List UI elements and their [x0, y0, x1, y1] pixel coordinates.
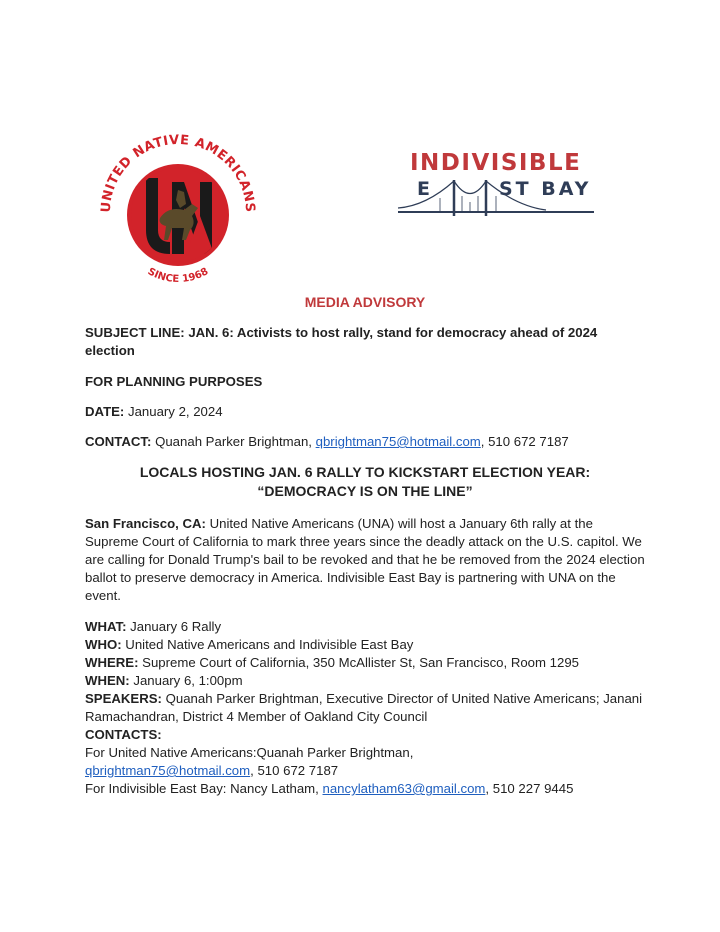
who-line	[85, 636, 645, 654]
subject-line	[85, 324, 645, 360]
advisory-document	[85, 293, 645, 798]
when-value: January 6, 1:00pm	[133, 673, 243, 688]
indivisible-logo-title: INDIVISIBLE	[410, 150, 582, 176]
subject-label: SUBJECT LINE:	[85, 325, 185, 340]
east-bay-logo-line	[396, 176, 596, 220]
when-label: WHEN:	[85, 673, 130, 688]
body-paragraph	[85, 515, 645, 605]
speakers-value: Quanah Parker Brightman, Executive Director of United Native Americans; Janani Ramachandran, District 4 Member of Oakland City Council	[85, 691, 643, 724]
east-bay-logo-st-bay: ST BAY	[499, 178, 592, 200]
speakers-label: SPEAKERS:	[85, 691, 162, 706]
date-line	[85, 403, 645, 421]
contacts-label: CONTACTS:	[85, 727, 162, 742]
headline-line-2: “DEMOCRACY IS ON THE LINE”	[257, 483, 473, 499]
what-value: January 6 Rally	[130, 619, 222, 634]
when-line	[85, 672, 645, 690]
east-bay-logo-e: E	[417, 178, 430, 200]
una-contact-email-line	[85, 762, 645, 780]
una-logo	[88, 120, 268, 290]
contact-phone: , 510 672 7187	[480, 434, 569, 449]
ieb-contact-text: For Indivisible East Bay: Nancy Latham,	[85, 781, 319, 796]
subject-text: JAN. 6: Activists to host rally, stand for democracy ahead of 2024 election	[85, 325, 598, 358]
una-since-text: SINCE 1968	[145, 266, 211, 286]
contact-name: Quanah Parker Brightman,	[155, 434, 312, 449]
headline	[85, 463, 645, 501]
where-line	[85, 654, 645, 672]
una-contact-text: For United Native Americans:Quanah Parker Brightman,	[85, 745, 414, 760]
contact-line	[85, 433, 645, 451]
contact-label: CONTACT:	[85, 434, 152, 449]
what-label: WHAT:	[85, 619, 127, 634]
who-value: United Native Americans and Indivisible East Bay	[125, 637, 414, 652]
logo-header	[0, 110, 720, 286]
ieb-contact-email-link[interactable]: nancylatham63@gmail.com	[322, 781, 486, 796]
contact-email-link[interactable]: qbrightman75@hotmail.com	[315, 434, 481, 449]
una-arc-text: UNITED NATIVE AMERICANS	[98, 132, 258, 214]
ieb-contact-phone: , 510 227 9445	[485, 781, 574, 796]
una-contact-phone: , 510 672 7187	[250, 763, 339, 778]
what-line	[85, 618, 645, 636]
una-contact-line	[85, 744, 645, 762]
advisory-title: MEDIA ADVISORY	[304, 294, 426, 310]
where-label: WHERE:	[85, 655, 139, 670]
dateline: San Francisco, CA:	[85, 516, 206, 531]
date-label: DATE:	[85, 404, 125, 419]
ieb-contact-line	[85, 780, 645, 798]
speakers-line	[85, 690, 645, 726]
where-value: Supreme Court of California, 350 McAllister St, San Francisco, Room 1295	[142, 655, 579, 670]
headline-line-1: LOCALS HOSTING JAN. 6 RALLY TO KICKSTART ELECTION YEAR:	[139, 464, 591, 480]
indivisible-east-bay-logo	[396, 150, 596, 220]
who-label: WHO:	[85, 637, 122, 652]
event-details	[85, 618, 645, 798]
una-contact-email-link[interactable]: qbrightman75@hotmail.com	[85, 763, 251, 778]
date-value: January 2, 2024	[127, 404, 223, 419]
body-text: United Native Americans (UNA) will host a January 6th rally at the Supreme Court of California to mark three years since the deadly attack on the U.S. capitol. We are calling for Donald Trump's bail to be revoked and that he be removed from the 2024 election ballot to preserve democracy in America. Indivisible East Bay is partnering with UNA on the event.	[85, 516, 645, 603]
planning-purposes: FOR PLANNING PURPOSES	[85, 374, 263, 389]
